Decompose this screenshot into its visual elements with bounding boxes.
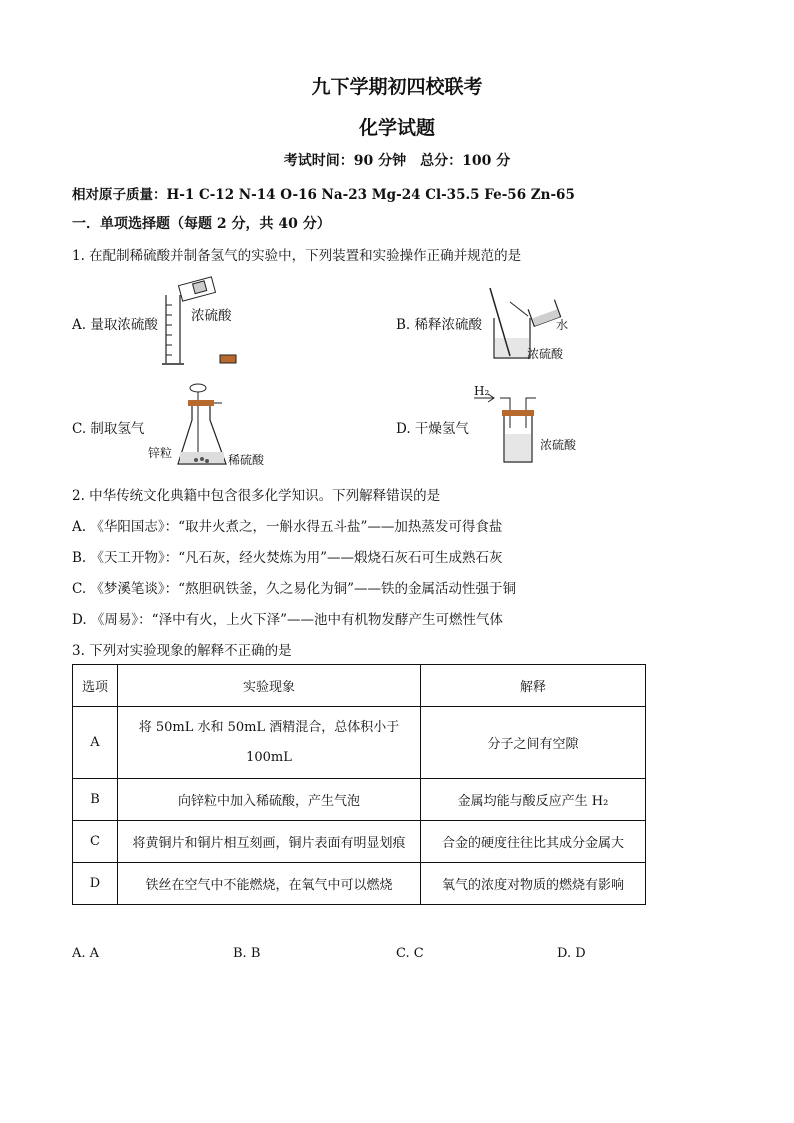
table-cell: 将黄铜片和铜片相互刻画，铜片表面有明显划痕 [118,821,421,863]
q1-option-b-label: B. 稀释浓硫酸 [396,317,483,333]
cell-line: 100mL [246,749,292,765]
gas-drying-bottle-figure [474,388,564,466]
table-row [73,863,646,905]
question-1-stem: 1. 在配制稀硫酸并制备氢气的实验中，下列装置和实验操作正确并规范的是 [72,248,522,264]
table-header: 实验现象 [118,665,421,707]
table-cell: B [73,779,118,821]
q1-d-h2-label: H₂ [474,384,490,398]
q2-option-b: B. 《天工开物》：“凡石灰，经火焚炼为用”——煅烧石灰石可生成熟石灰 [72,550,503,566]
table-header: 解释 [421,665,646,707]
atomic-mass-line: 相对原子质量：H-1 C-12 N-14 O-16 Na-23 Mg-24 Cl-35.5 Fe-56 Zn-65 [72,187,575,203]
q1-option-d-label: D. 干燥氢气 [396,421,469,437]
q2-option-c: C. 《梦溪笔谈》：“熬胆矾铁釜，久之易化为铜”——铁的金属活动性强于铜 [72,581,516,597]
table-cell: C [73,821,118,863]
table-cell: 金属均能与酸反应产生 H₂ [421,779,646,821]
table-cell: A [73,707,118,779]
q1-option-a-label: A. 量取浓硫酸 [72,317,158,333]
q2-option-a: A. 《华阳国志》：“取井火煮之，一斛水得五斗盐”——加热蒸发可得食盐 [72,519,503,535]
table-cell: 分子之间有空隙 [421,707,646,779]
table-cell: 氧气的浓度对物质的燃烧有影响 [421,863,646,905]
q1-a-reagent-label: 浓硫酸 [191,308,232,324]
exam-subject-title: 化学试题 [358,117,435,139]
table-row [73,779,646,821]
q1-c-acid-label: 稀硫酸 [228,453,265,467]
table-cell: 铁丝在空气中不能燃烧，在氧气中可以燃烧 [118,863,421,905]
q2-option-d: D. 《周易》：“泽中有火，上火下泽”——池中有机物发酵产生可燃性气体 [72,612,503,628]
table-cell: 合金的硬度往往比其成分金属大 [421,821,646,863]
table-header-row [73,665,646,707]
table-cell: 向锌粒中加入稀硫酸，产生气泡 [118,779,421,821]
question-2-stem: 2. 中华传统文化典籍中包含很多化学知识。下列解释错误的是 [72,488,441,504]
q3-answer-a: A. A [72,946,100,961]
q3-table [72,664,646,905]
q3-answer-b: B. B [233,946,261,961]
q1-c-zinc-label: 锌粒 [148,446,173,460]
table-row [73,821,646,863]
q1-d-acid-label: 浓硫酸 [540,438,577,452]
q1-b-water-label: 水 [556,318,569,332]
table-cell: D [73,863,118,905]
q1-option-c-label: C. 制取氢气 [72,421,145,437]
q1-b-acid-label: 浓硫酸 [527,347,564,361]
table-cell [118,707,421,779]
section-heading: 一．单项选择题（每题 2 分，共 40 分） [72,216,331,232]
table-row [73,707,646,779]
q3-answer-d: D. D [557,946,586,961]
question-3-stem: 3. 下列对实验现象的解释不正确的是 [72,643,292,659]
cell-line: 将 50mL 水和 50mL 酒精混合，总体积小于 [138,719,400,735]
q3-answer-c: C. C [396,946,424,961]
exam-info: 考试时间：90 分钟 总分：100 分 [283,153,511,169]
exam-school-title: 九下学期初四校联考 [311,76,483,98]
table-header: 选项 [73,665,118,707]
